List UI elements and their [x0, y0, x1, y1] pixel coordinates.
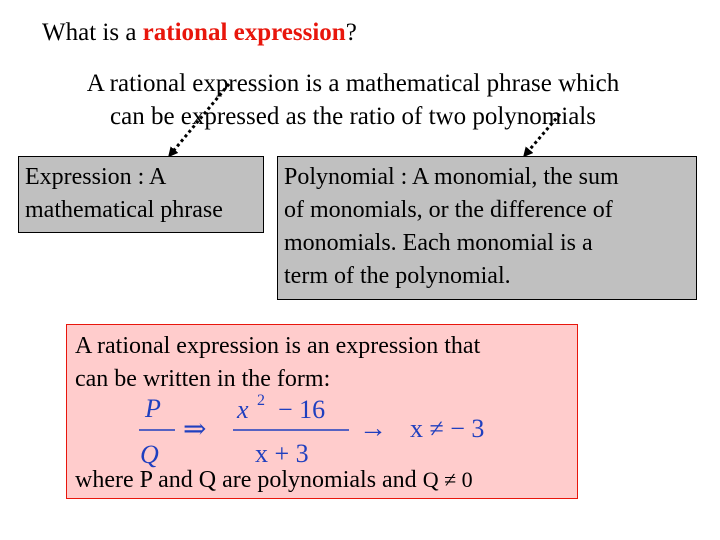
definition-bottom-text: where P and Q are polynomials and	[75, 467, 417, 493]
polynomial-line-4: term of the polynomial.	[284, 263, 511, 289]
math-expr-var: x	[237, 395, 249, 424]
definition-bottom	[75, 465, 473, 495]
arrow-to-polynomial	[525, 114, 560, 155]
expression-box	[18, 156, 264, 233]
intro-line-1: A rational expression is a mathematical phrase which	[86, 70, 620, 97]
title-highlight: rational expression	[142, 19, 346, 46]
math-expr-exponent: 2	[257, 392, 265, 409]
expression-line-2: mathematical phrase	[25, 197, 223, 223]
definition-condition: Q ≠ 0	[422, 467, 473, 492]
definition-line-1: A rational expression is an expression that	[75, 333, 481, 359]
math-expr-denominator: x + 3	[255, 439, 309, 468]
math-restriction: x ≠ − 3	[410, 414, 485, 443]
title-prefix: What is a	[42, 19, 143, 46]
arrow-to-expression	[170, 84, 229, 155]
definition-line-2: can be written in the form:	[75, 366, 331, 392]
polynomial-box	[277, 156, 697, 300]
expression-line-1: Expression : A	[25, 164, 167, 190]
polynomial-line-1: Polynomial : A monomial, the sum	[284, 164, 619, 190]
math-expr-rest: − 16	[278, 395, 326, 424]
title-suffix: ?	[345, 19, 357, 46]
math-implies-icon: ⇒	[183, 414, 207, 445]
math-right-arrow-icon: →	[359, 413, 387, 444]
polynomial-line-3: monomials. Each monomial is a	[284, 230, 593, 256]
definition-box	[66, 324, 578, 499]
polynomial-line-2: of monomials, or the difference of	[284, 197, 613, 223]
math-numerator-p: P	[145, 394, 161, 423]
math-denominator-q: Q	[140, 440, 159, 469]
intro-line-2: can be expressed as the ratio of two polynomials	[110, 103, 596, 130]
